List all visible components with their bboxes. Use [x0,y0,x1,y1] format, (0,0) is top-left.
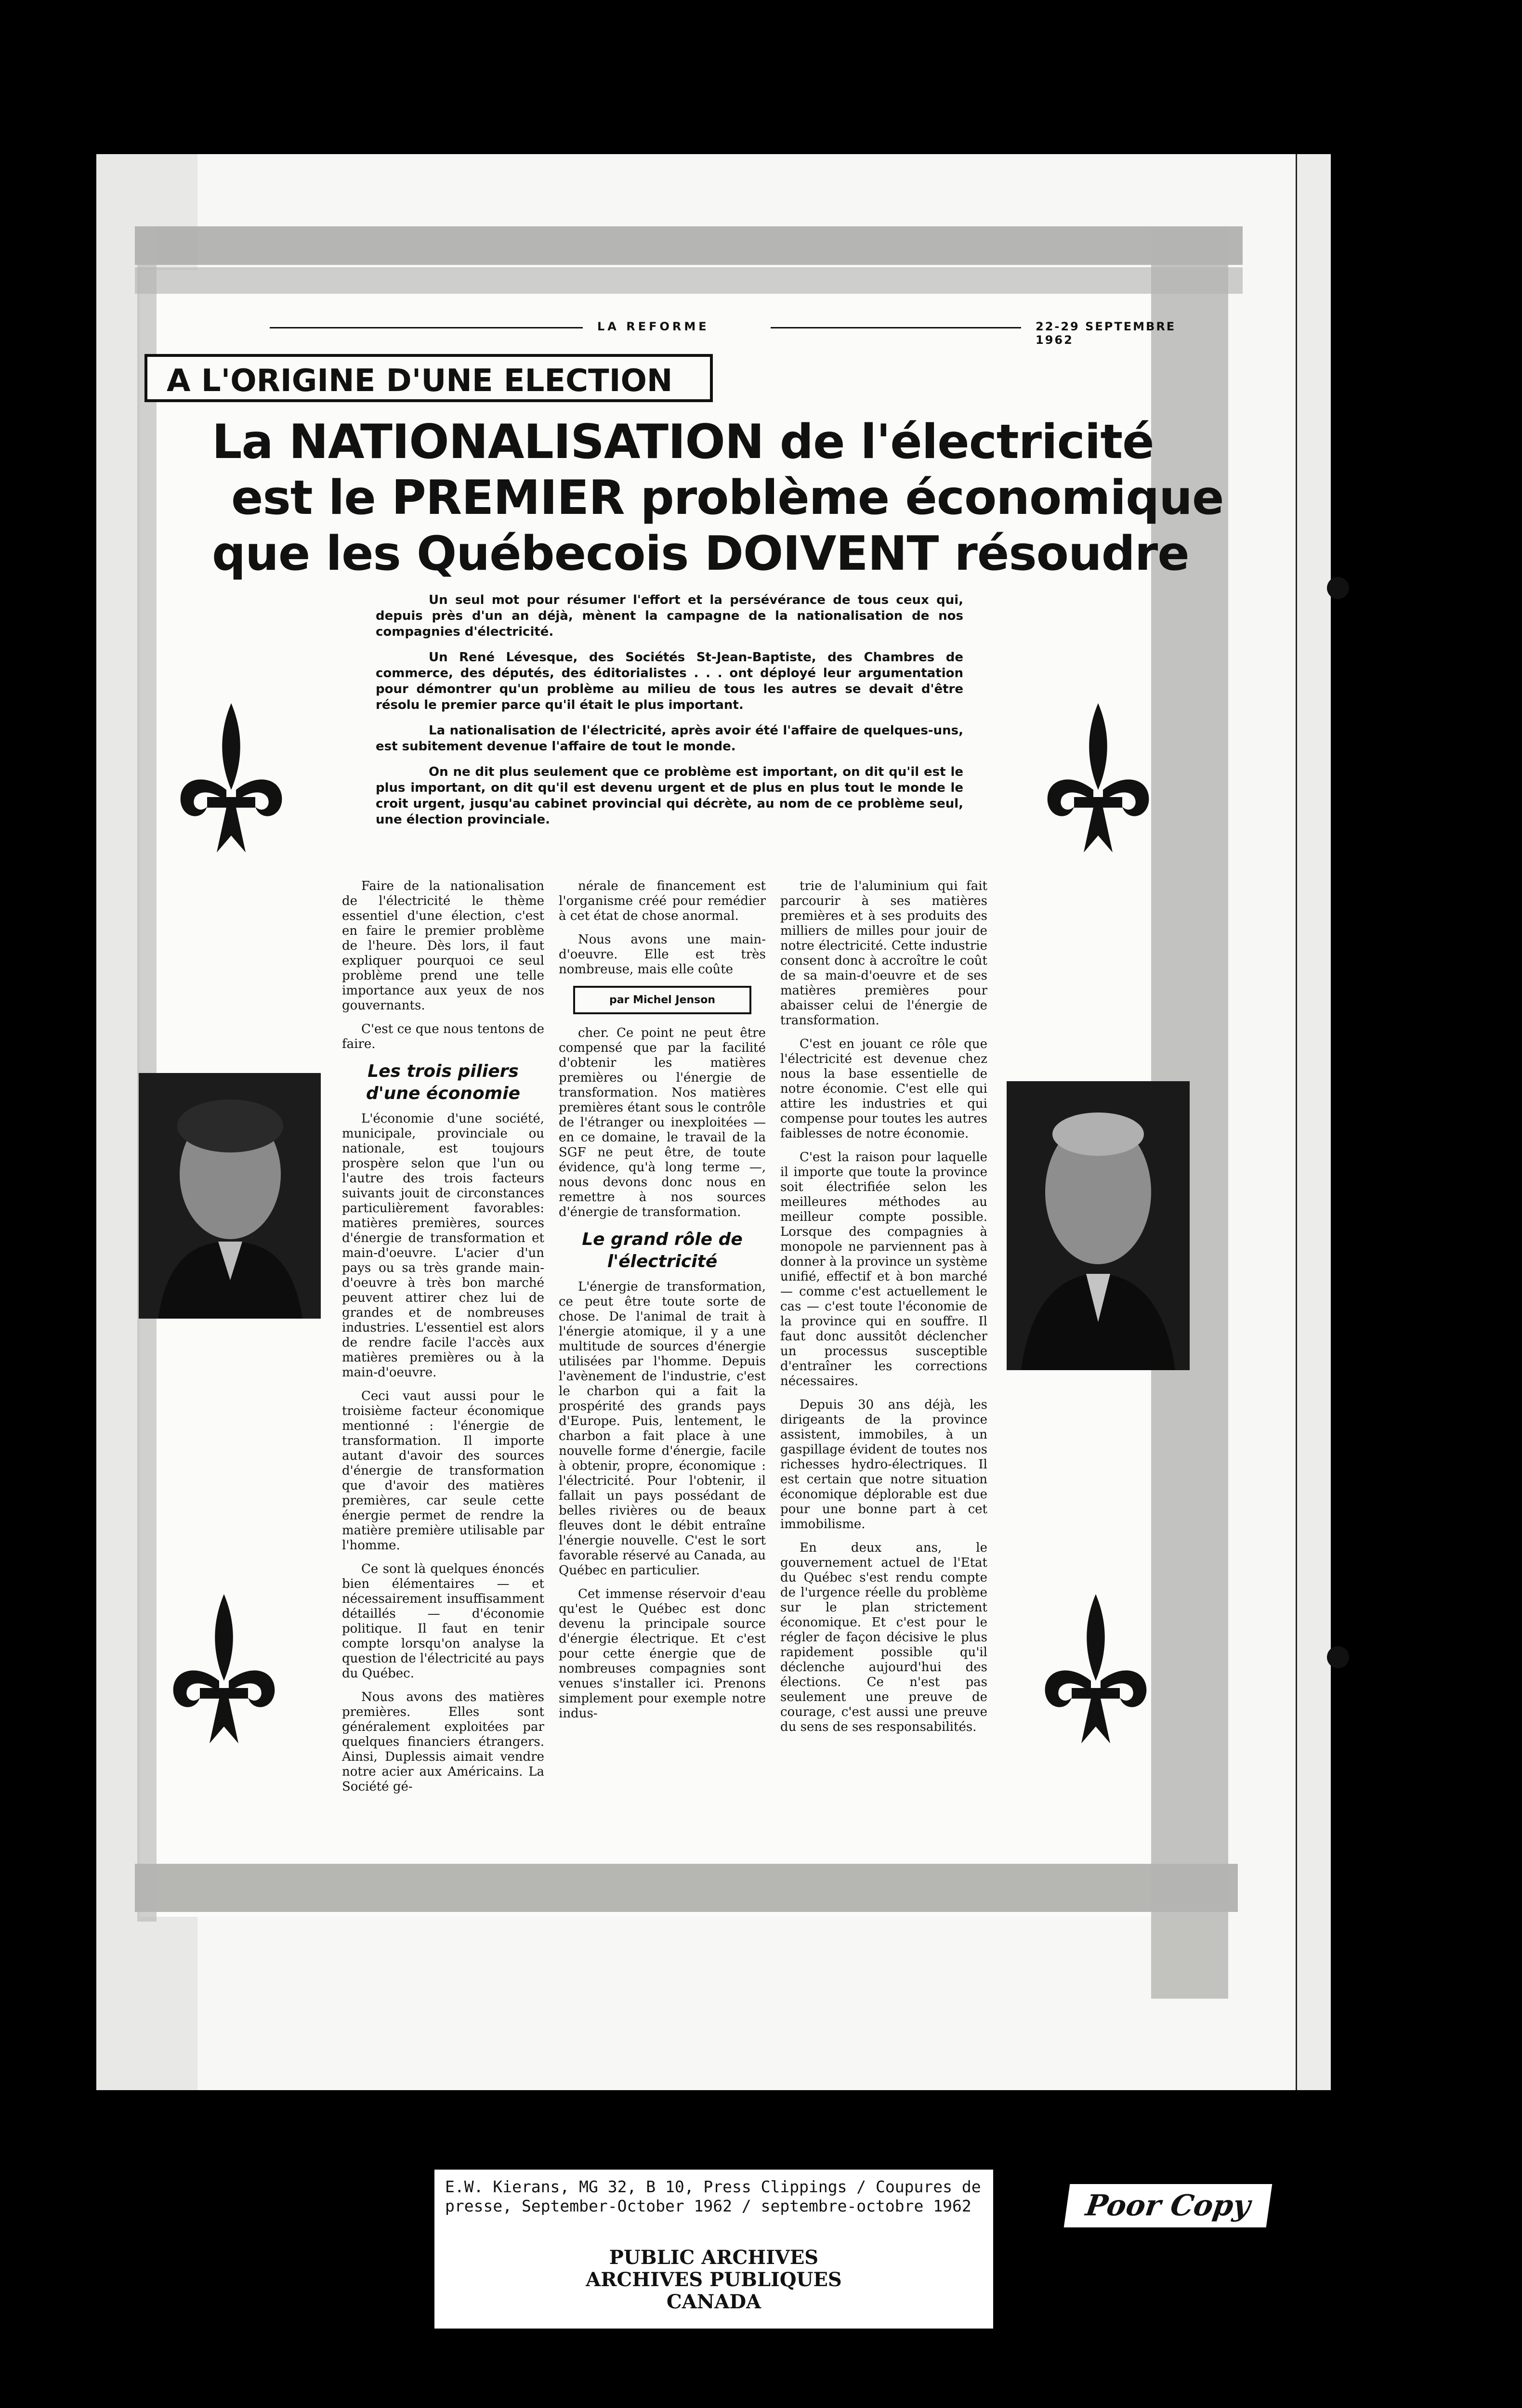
archive-name-en: PUBLIC ARCHIVES [609,2246,819,2269]
paragraph: Ceci vaut aussi pour le troisième facteur économique mentionné : l'énergie de transformation. Il importe autant d'avoir des sources d'énergie de transformation que d'avoir des matières premières, car seule cette énergie permet de rendre la matière première utilisable par l'homme. [342,1389,544,1553]
poor-copy-stamp: Poor Copy [1064,2184,1273,2227]
punch-hole [1327,1646,1349,1668]
paragraph: Nous avons des matières premières. Elles sont généralement exploitées par quelques financiers étrangers. Ainsi, Duplessis aimait vendre notre acier aux Américains. La Société gé- [342,1690,544,1794]
archive-name-fr: ARCHIVES PUBLIQUES [586,2268,842,2291]
tape-band [135,226,1243,265]
archive-name [434,2247,993,2313]
section-kicker: A L'ORIGINE D'UNE ELECTION [144,354,713,402]
subheading: Les trois piliers d'une économie [366,1061,521,1103]
paragraph: Nous avons une main-d'oeuvre. Elle est très nombreuse, mais elle coûte [559,932,766,977]
portrait-photo-right [1007,1081,1190,1370]
binder-strip [1296,154,1331,2090]
archive-country: CANADA [666,2290,761,2313]
paragraph: Cet immense réservoir d'eau qu'est le Québec est donc devenu la principale source d'énergie électrique. Et c'est pour cette énergie que de nombreuses compagnies sont venues s'installer ici. Prenons simplement pour exemple notre indus- [559,1587,766,1721]
paragraph: nérale de financement est l'organisme créé pour remédier à cet état de chose anormal. [559,879,766,923]
lede-paragraph: La nationalisation de l'électricité, après avoir été l'affaire de quelques-uns, est subitement devenue l'affaire de tout le monde. [376,723,963,754]
headline-line: est le PREMIER problème économique [231,471,1224,525]
fleur-de-lis-icon [1038,1589,1154,1748]
headline-line: La NATIONALISATION de l'électricité [212,415,1154,470]
archive-reference: E.W. Kierans, MG 32, B 10, Press Clippings / Coupures de presse, September-October 1962 / septembre-octobre 1962 [445,2177,981,2215]
byline: par Michel Jenson [573,986,751,1014]
paragraph: L'économie d'une société, municipale, provinciale ou nationale, est toujours prospère selon que l'un ou l'autre des trois facteurs suivants jouit de circonstances particulièrement favorables: matières premières, sources d'énergie de transformation et main-d'oeuvre. L'acier d'un pays ou sa très grande main-d'oeuvre à très bon marché peuvent attirer chez lui de grandes et de nombreuses industries. L'essentiel est alors de rendre facile l'accès aux matières premières ou à la main-d'oeuvre. [342,1112,544,1380]
paragraph: C'est ce que nous tentons de faire. [342,1022,544,1051]
tape-band [135,267,1243,294]
lede-paragraph: On ne dit plus seulement que ce problème est important, on dit qu'il est le plus important, on dit qu'il est devenu urgent et de plus en plus tout le monde le croit urgent, jusqu'au cabinet provincial qui décrète, au nom de ce problème seul, une élection provinciale. [376,765,963,827]
paragraph: Faire de la nationalisation de l'électricité le thème essentiel d'une élection, c'est en faire le premier problème de l'heure. Dès lors, il faut expliquer pourquoi ce seul problème prend une telle importance aux yeux de nos gouvernants. [342,879,544,1013]
article-column-1 [342,879,544,1803]
lede-paragraph: Un seul mot pour résumer l'effort et la persévérance de tous ceux qui, depuis près d'un an déjà, mènent la campagne de la nationalisation de nos compagnies d'électricité. [376,593,963,639]
article-column-3 [780,879,987,1743]
subheading: Le grand rôle de l'électricité [582,1230,743,1271]
paragraph: L'énergie de transformation, ce peut être toute sorte de chose. De l'animal de trait à l'énergie atomique, il y a une multitude de sources d'énergie utilisées par l'homme. Depuis l'avènement de l'industrie, c'est le charbon qui a fait la prospérité des grands pays d'Europe. Puis, lentement, le charbon a fait place à une nouvelle forme d'énergie, facile à obtenir, propre, économique : l'électricité. Pour l'obtenir, il fallait un pays possédant de belles rivières ou de beaux fleuves dont le débit entraîne l'énergie nouvelle. C'est le sort favorable réservé au Canada, au Québec en particulier. [559,1280,766,1578]
headline-line: que les Québecois DOIVENT résoudre [212,526,1189,581]
headline [212,414,1223,582]
fleur-de-lis-icon [166,1589,282,1748]
fleur-de-lis-icon [173,698,289,857]
masthead [270,318,1214,347]
lede-paragraph: Un René Lévesque, des Sociétés St-Jean-Baptiste, des Chambres de commerce, des députés, des éditorialistes . . . ont déployé leur argumentation pour démontrer qu'un problème au milieu de tous les autres se devait d'être résolu le premier parce qu'il était le plus important. [376,650,963,712]
publication-name: LA REFORME [597,320,709,333]
archive-caption [434,2170,993,2329]
tape-band [135,1864,1238,1912]
paragraph: cher. Ce point ne peut être compensé que par la facilité d'obtenir les matières premières ou l'énergie de transformation. Nos matières premières étant sous le contrôle de l'étranger ou inexploitées — en ce domaine, le travail de la SGF ne peut être, de toute évidence, qu'à long terme —, nous devons donc nous en remettre à nos sources d'énergie de transformation. [559,1026,766,1219]
paragraph: C'est en jouant ce rôle que l'électricité est devenue chez nous la base essentielle de notre économie. C'est elle qui attire les industries et qui compense pour toutes les autres faiblesses de notre économie. [780,1037,987,1141]
fleur-de-lis-icon [1040,698,1156,857]
portrait-photo-left [139,1073,321,1319]
paragraph: C'est la raison pour laquelle il importe que toute la province soit électrifiée selon les meilleures méthodes au meilleur compte possible. Lorsque des compagnies à monopole ne parviennent pas à donner à la province un système unifié, effectif et à bon marché — comme c'est actuellement le cas — c'est toute l'économie de la province qui en souffre. Il faut donc aussitôt déclencher un processus susceptible d'entraîner les corrections nécessaires. [780,1150,987,1388]
paragraph: En deux ans, le gouvernement actuel de l'Etat du Québec s'est rendu compte de l'urgence réelle du problème sur le plan strictement économique. Et c'est pour le régler de façon décisive le plus rapidement possible qu'il déclenche aujourd'hui des élections. Ce n'est pas seulement une preuve de courage, c'est aussi une preuve du sens de ses responsabilités. [780,1541,987,1734]
article-column-2 [559,879,766,1730]
paragraph: Depuis 30 ans déjà, les dirigeants de la province assistent, immobiles, à un gaspillage évident de toutes nos richesses hydro-électriques. Il est certain que notre situation économique déplorable est due pour une bonne part à cet immobilisme. [780,1398,987,1531]
publication-date: 22-29 SEPTEMBRE 1962 [1036,320,1176,347]
paragraph: Ce sont là quelques énoncés bien élémentaires — et nécessairement insuffisamment détaillés — d'économie politique. Il faut en tenir compte lorsqu'on analyse la question de l'électricité au pays du Québec. [342,1562,544,1681]
punch-hole [1327,577,1349,599]
paragraph: trie de l'aluminium qui fait parcourir à ses matières premières et à ses produits des milliers de milles pour jouir de notre électricité. Cette industrie consent donc à accroître le coût de sa main-d'oeuvre et de ses matières premières pour abaisser celui de l'énergie de transformation. [780,879,987,1028]
lede [376,592,963,838]
